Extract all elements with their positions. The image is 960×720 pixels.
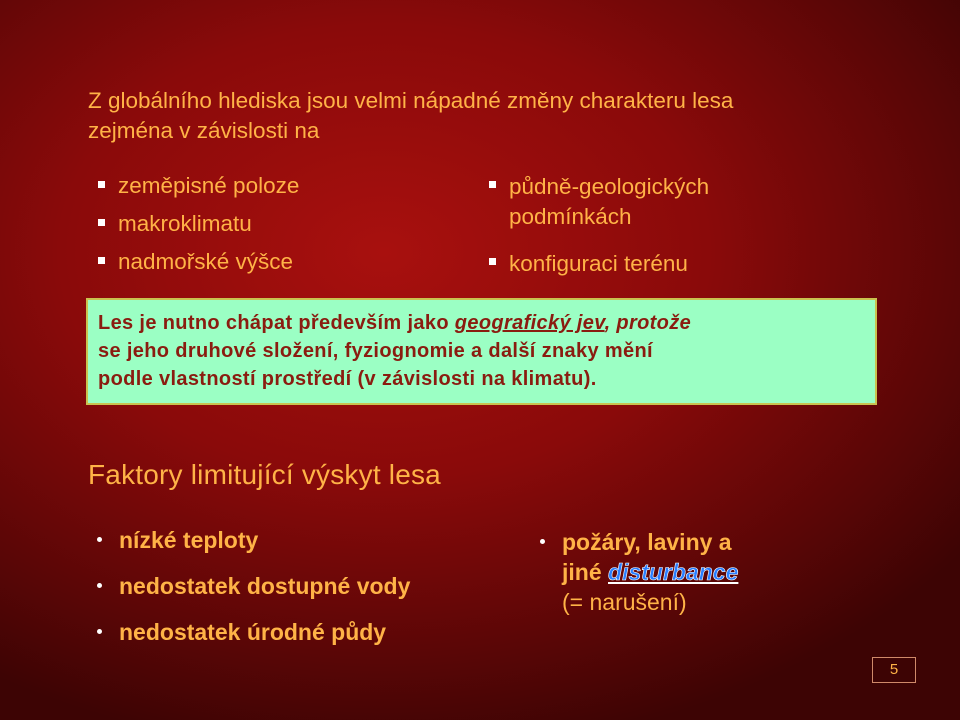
factors-list-left (98, 172, 398, 286)
list-item (97, 617, 517, 663)
definition-callout (86, 298, 877, 405)
square-bullet-icon (98, 181, 105, 188)
intro-text (88, 86, 888, 146)
list-item (489, 172, 809, 232)
limiting-factors-list (97, 525, 517, 663)
round-bullet-icon (97, 537, 102, 542)
page-number: 5 (872, 657, 916, 683)
round-bullet-icon (97, 629, 102, 634)
list-item-label: nízké teploty (119, 527, 259, 553)
list-item-label: požáry, laviny a (562, 529, 732, 555)
list-item-note: (= narušení) (562, 589, 687, 615)
square-bullet-icon (489, 258, 496, 265)
list-item (489, 249, 809, 279)
round-bullet-icon (540, 539, 545, 544)
intro-line-1: Z globálního hlediska jsou velmi nápadné změny charakteru lesa (88, 88, 734, 113)
list-item-label: makroklimatu (118, 211, 252, 236)
callout-text-end: , protože (604, 312, 692, 334)
list-item (97, 571, 517, 617)
callout-line-2: se jeho druhové složení, fyziognomie a další znaky mění (98, 340, 653, 362)
list-item (540, 527, 860, 617)
disturbance-list (540, 527, 860, 617)
list-item-label: konfiguraci terénu (509, 251, 688, 276)
list-item (98, 210, 398, 248)
list-item-label: půdně-geologických (509, 174, 710, 199)
geographic-phenomenon-term: geografický jev (454, 312, 605, 334)
square-bullet-icon (98, 219, 105, 226)
list-item-label: nedostatek dostupné vody (119, 573, 411, 599)
list-item-label-prefix: jiné (562, 559, 609, 585)
list-item-label-continued: podmínkách (509, 204, 632, 229)
intro-line-2: zejména v závislosti na (88, 118, 320, 143)
callout-line-3: podle vlastností prostředí (v závislosti na klimatu). (98, 368, 597, 390)
square-bullet-icon (489, 181, 496, 188)
list-item-label: nedostatek úrodné půdy (119, 619, 387, 645)
disturbance-term: disturbance (608, 559, 739, 585)
list-item (97, 525, 517, 571)
round-bullet-icon (97, 583, 102, 588)
factors-list-right (489, 172, 809, 279)
callout-text-start: Les je nutno chápat především jako (98, 312, 455, 334)
square-bullet-icon (98, 257, 105, 264)
list-item (98, 172, 398, 210)
callout-line-1 (98, 309, 865, 337)
list-item (98, 248, 398, 286)
list-item-label: nadmořské výšce (118, 249, 294, 274)
section-heading: Faktory limitující výskyt lesa (88, 459, 441, 490)
list-item-label: zeměpisné poloze (118, 173, 300, 198)
